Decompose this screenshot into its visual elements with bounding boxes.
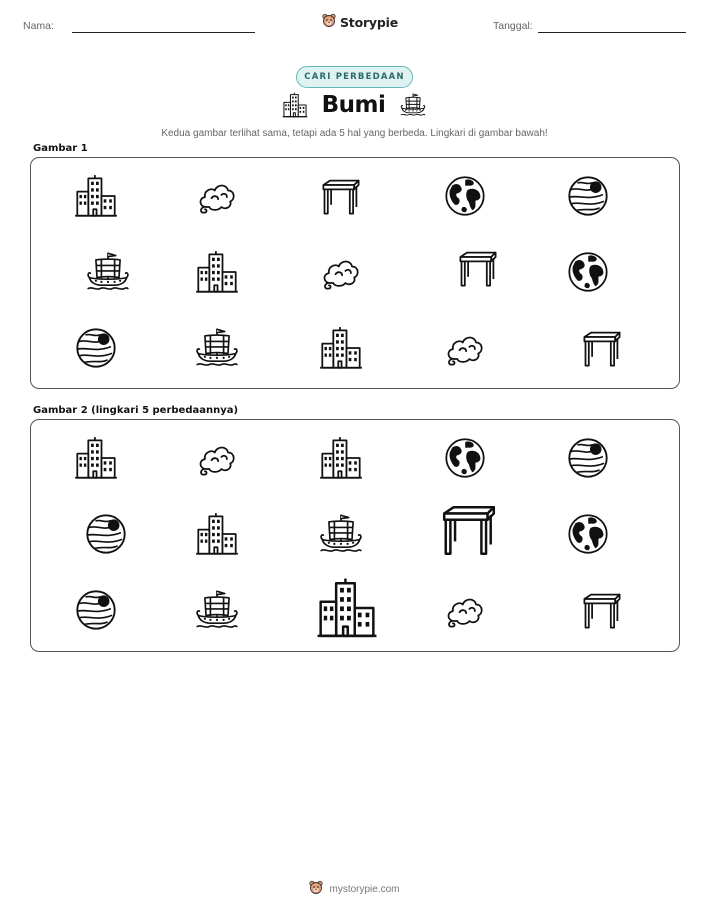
footer-site: mystorypie.com [329,884,400,895]
footer [0,880,709,899]
instructions: Kedua gambar terlihat sama, tetapi ada 5 hal yang berbeda. Lingkari di gambar bawah! [161,128,548,139]
earth-icon [443,174,487,218]
table-icon [456,246,500,290]
buildings-icon [74,174,118,218]
buildings-icon[interactable] [74,436,118,480]
brand-name: Storypie [340,15,398,30]
buildings-icon[interactable] [319,436,363,480]
buildings-icon [319,326,363,370]
bear-icon [322,13,336,32]
date-field-line[interactable] [538,32,686,33]
cloud-icon [443,326,487,370]
planet-icon[interactable] [74,588,118,632]
planet-icon [74,326,118,370]
date-label: Tanggal: [493,20,533,32]
buildings-icon[interactable] [316,577,378,639]
buildings-icon [282,92,308,118]
planet-icon[interactable] [566,436,610,480]
title-row [0,92,709,118]
table-icon[interactable] [580,588,624,632]
picture2-panel[interactable] [30,419,680,652]
picture1-panel [30,157,680,389]
page-title: Bumi [321,92,386,118]
ship-icon [399,92,427,118]
cloud-icon[interactable] [195,436,239,480]
cloud-icon[interactable] [443,588,487,632]
buildings-icon[interactable] [195,512,239,556]
earth-icon[interactable] [443,436,487,480]
planet-icon [566,174,610,218]
brand-logo [322,13,398,32]
activity-badge: CARI PERBEDAAN [296,66,413,88]
earth-icon[interactable] [566,512,610,556]
ship-icon [86,250,130,294]
section1-label: Gambar 1 [33,143,88,154]
cloud-icon [319,250,363,294]
name-field-line[interactable] [72,32,255,33]
table-icon [319,174,363,218]
planet-icon[interactable] [84,512,128,556]
ship-icon[interactable] [319,512,363,556]
earth-icon [566,250,610,294]
bear-icon [309,880,323,899]
section2-label: Gambar 2 (lingkari 5 perbedaannya) [33,405,239,416]
ship-icon[interactable] [195,588,239,632]
name-label: Nama: [23,20,54,32]
buildings-icon [195,250,239,294]
table-icon[interactable] [438,498,500,560]
ship-icon [195,326,239,370]
cloud-icon [195,174,239,218]
table-icon [580,326,624,370]
